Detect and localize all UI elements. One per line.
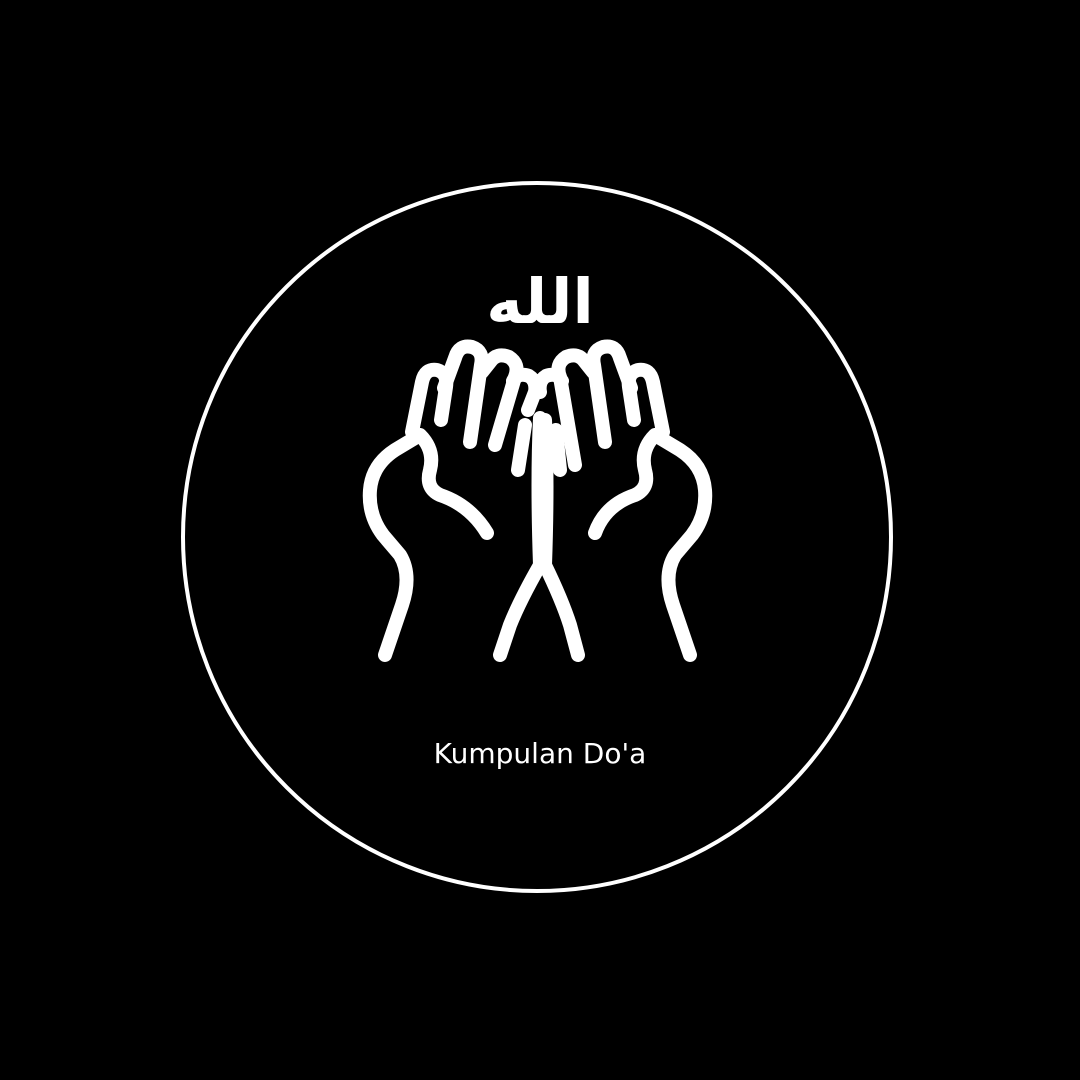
right-hand [540,346,706,655]
logo-caption: Kumpulan Do'a [433,737,647,770]
left-hand [370,346,540,655]
allah-calligraphy: الله [486,265,594,338]
